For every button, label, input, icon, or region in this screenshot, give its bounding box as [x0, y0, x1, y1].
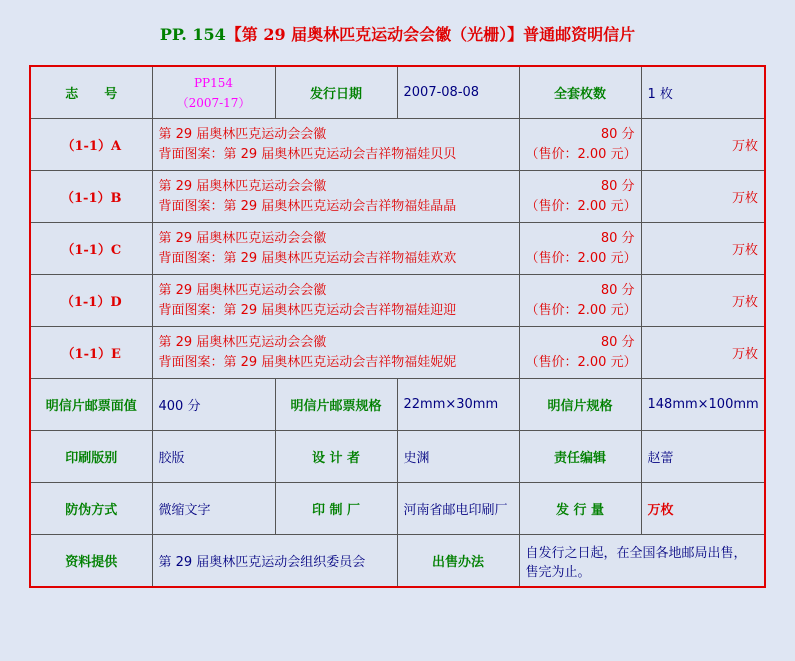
item-id: （1-1）C — [30, 223, 152, 275]
item-desc-line2: 背面图案：第 29 届奥林匹克运动会吉祥物福娃欢欢 — [158, 250, 457, 266]
item-desc-line2: 背面图案：第 29 届奥林匹克运动会吉祥物福娃妮妮 — [158, 354, 457, 370]
item-value-price: （售价：2.00 元） — [525, 354, 637, 370]
title-code: PP. 154 — [159, 25, 226, 44]
table-row — [30, 275, 765, 327]
table-row — [30, 223, 765, 275]
designer-label: 设 计 者 — [275, 431, 397, 483]
print-type: 胶版 — [152, 431, 275, 483]
item-desc — [152, 223, 519, 275]
source-label: 资料提供 — [30, 535, 152, 588]
item-value-face: 80 分 — [600, 178, 635, 194]
spec-row — [30, 379, 765, 431]
table-row — [30, 327, 765, 379]
stamp-value: 400 分 — [152, 379, 275, 431]
item-value-price: （售价：2.00 元） — [525, 146, 637, 162]
item-qty: 万枚 — [641, 223, 765, 275]
sale: 自发行之日起，在全国各地邮局出售，售完为止。 — [519, 535, 765, 588]
item-value-price: （售价：2.00 元） — [525, 302, 637, 318]
item-desc-line1: 第 29 届奥林匹克运动会会徽 — [158, 334, 327, 350]
item-desc-line1: 第 29 届奥林匹克运动会会徽 — [158, 178, 327, 194]
item-value-price: （售价：2.00 元） — [525, 250, 637, 266]
stamp-info-table — [29, 65, 766, 588]
issue-date-label: 发行日期 — [275, 66, 397, 119]
issue-qty-label: 发 行 量 — [519, 483, 641, 535]
item-value — [519, 119, 641, 171]
stamp-size: 22mm×30mm — [397, 379, 519, 431]
item-id: （1-1）B — [30, 171, 152, 223]
issue-qty: 万枚 — [641, 483, 765, 535]
anti-fake-label: 防伪方式 — [30, 483, 152, 535]
zhihao-line2: （2007-17） — [176, 95, 251, 110]
item-value — [519, 275, 641, 327]
table-row — [30, 171, 765, 223]
anti-fake: 微缩文字 — [152, 483, 275, 535]
set-count-label: 全套枚数 — [519, 66, 641, 119]
table-row — [30, 119, 765, 171]
item-qty: 万枚 — [641, 275, 765, 327]
designer: 史渊 — [397, 431, 519, 483]
zhihao-label: 志 号 — [30, 66, 152, 119]
item-desc-line1: 第 29 届奥林匹克运动会会徽 — [158, 126, 327, 142]
item-value-face: 80 分 — [600, 334, 635, 350]
editor: 赵蕾 — [641, 431, 765, 483]
item-id: （1-1）D — [30, 275, 152, 327]
item-value-price: （售价：2.00 元） — [525, 198, 637, 214]
stamp-value-label: 明信片邮票面值 — [30, 379, 152, 431]
issue-date-value: 2007-08-08 — [397, 66, 519, 119]
title-name: 【第 29 届奥林匹克运动会会徽（光栅）】普通邮资明信片 — [225, 25, 636, 44]
item-desc — [152, 171, 519, 223]
item-desc — [152, 119, 519, 171]
spec-row — [30, 483, 765, 535]
item-desc-line2: 背面图案：第 29 届奥林匹克运动会吉祥物福娃贝贝 — [158, 146, 457, 162]
spec-row — [30, 431, 765, 483]
item-desc-line1: 第 29 届奥林匹克运动会会徽 — [158, 282, 327, 298]
item-desc — [152, 327, 519, 379]
stamp-size-label: 明信片邮票规格 — [275, 379, 397, 431]
item-desc-line2: 背面图案：第 29 届奥林匹克运动会吉祥物福娃晶晶 — [158, 198, 457, 214]
item-qty: 万枚 — [641, 171, 765, 223]
sale-label: 出售办法 — [397, 535, 519, 588]
item-desc — [152, 275, 519, 327]
item-qty: 万枚 — [641, 327, 765, 379]
card-size-label: 明信片规格 — [519, 379, 641, 431]
page-title — [0, 22, 795, 45]
item-qty: 万枚 — [641, 119, 765, 171]
item-desc-line2: 背面图案：第 29 届奥林匹克运动会吉祥物福娃迎迎 — [158, 302, 457, 318]
print-type-label: 印刷版别 — [30, 431, 152, 483]
set-count-value: 1 枚 — [641, 66, 765, 119]
item-id: （1-1）E — [30, 327, 152, 379]
editor-label: 责任编辑 — [519, 431, 641, 483]
spec-row — [30, 535, 765, 588]
header-row — [30, 66, 765, 119]
source: 第 29 届奥林匹克运动会组织委员会 — [152, 535, 397, 588]
item-desc-line1: 第 29 届奥林匹克运动会会徽 — [158, 230, 327, 246]
printer-label: 印 制 厂 — [275, 483, 397, 535]
item-value-face: 80 分 — [600, 230, 635, 246]
printer: 河南省邮电印刷厂 — [397, 483, 519, 535]
item-value-face: 80 分 — [600, 282, 635, 298]
card-size: 148mm×100mm — [641, 379, 765, 431]
item-value — [519, 171, 641, 223]
item-value-face: 80 分 — [600, 126, 635, 142]
zhihao-line1: PP154 — [193, 75, 234, 90]
item-value — [519, 223, 641, 275]
item-value — [519, 327, 641, 379]
item-id: （1-1）A — [30, 119, 152, 171]
zhihao-value — [152, 66, 275, 119]
